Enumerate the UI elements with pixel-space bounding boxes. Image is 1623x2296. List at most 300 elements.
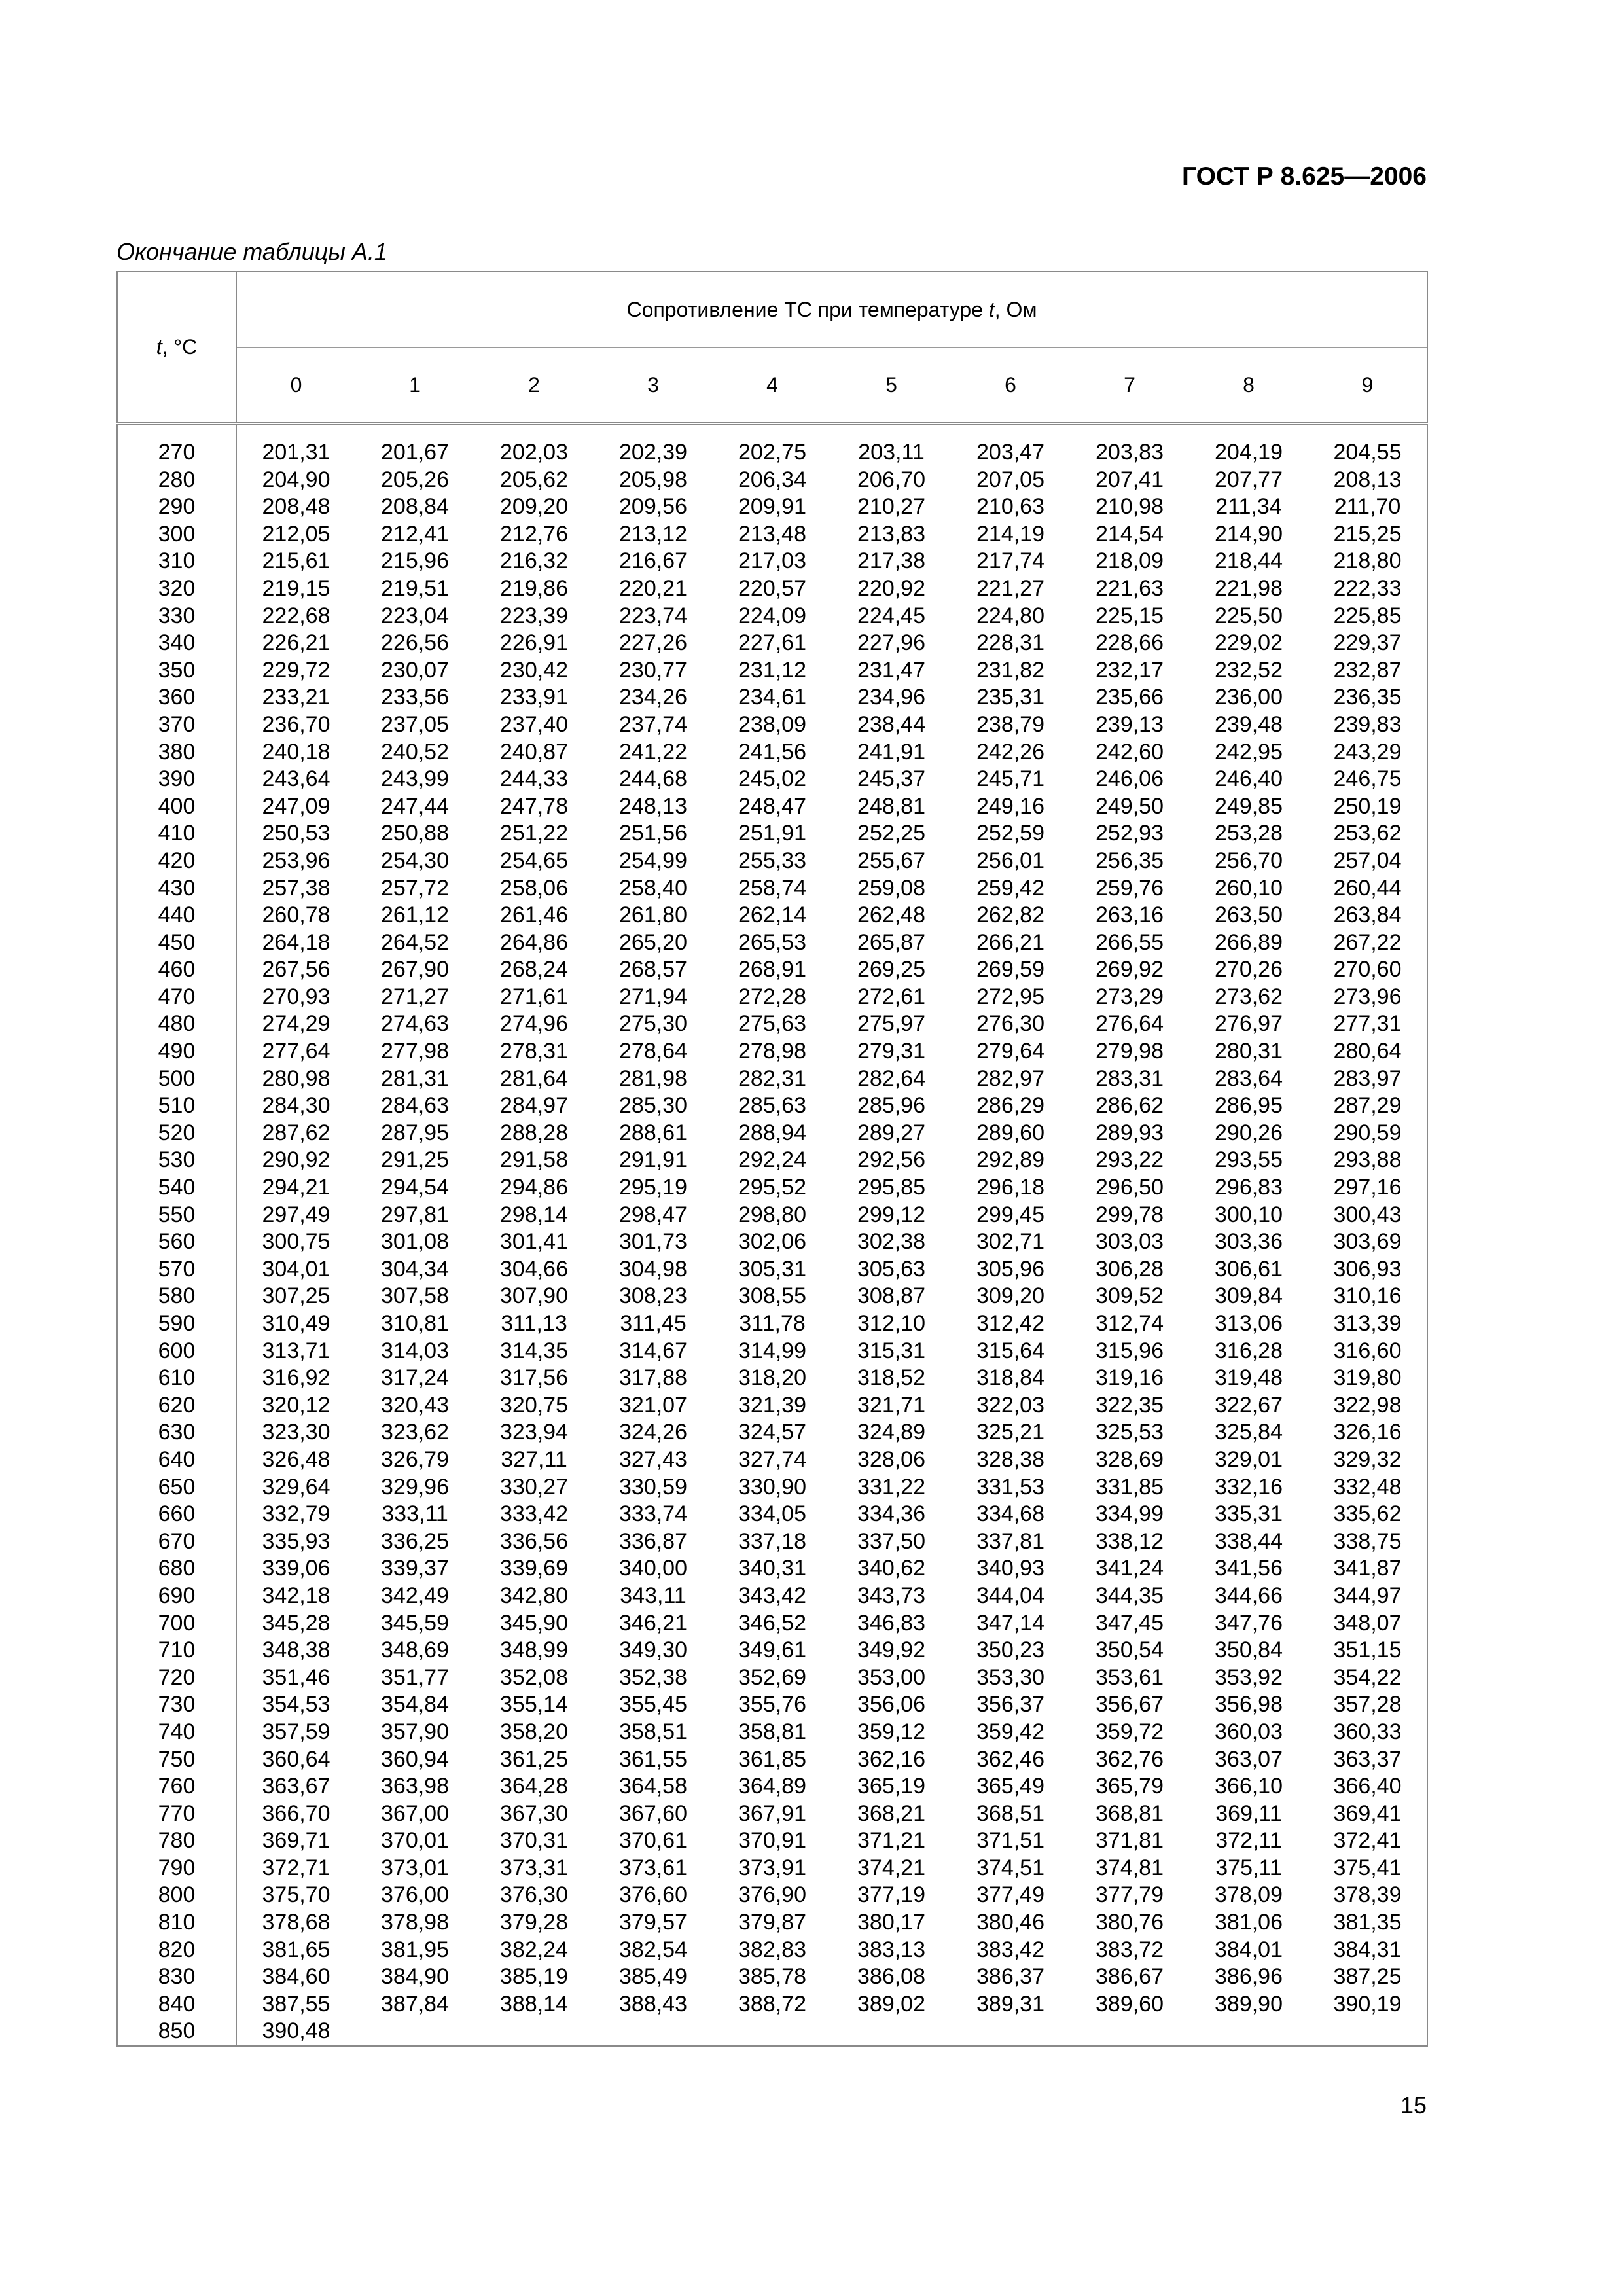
temperature-cell: 630 [117, 1419, 236, 1446]
table-row [117, 1555, 1427, 1583]
resistance-cell: 331,53 [976, 1474, 1044, 1499]
resistance-cell: 203,47 [976, 440, 1044, 465]
table-row [117, 1174, 1427, 1202]
resistance-cell: 242,60 [1096, 739, 1164, 764]
resistance-cell: 358,81 [738, 1719, 806, 1744]
resistance-cell: 388,14 [500, 1991, 568, 2017]
resistance-cell: 260,78 [262, 903, 330, 928]
resistance-cell: 372,71 [262, 1855, 330, 1880]
temperature-cell: 340 [117, 630, 236, 657]
resistance-cell: 380,17 [857, 1910, 925, 1935]
resistance-cell: 317,56 [500, 1365, 568, 1391]
temperature-cell: 830 [117, 1964, 236, 1991]
resistance-cell: 336,25 [381, 1528, 449, 1554]
table-row [117, 1937, 1427, 1964]
resistance-cell: 381,06 [1215, 1910, 1283, 1935]
resistance-cell: 279,64 [976, 1039, 1044, 1064]
resistance-cell: 216,67 [619, 548, 687, 574]
resistance-cell: 208,84 [381, 494, 449, 520]
resistance-cell: 345,59 [381, 1610, 449, 1636]
resistance-cell: 203,83 [1096, 440, 1164, 465]
resistance-cell: 319,80 [1308, 1365, 1427, 1392]
resistance-cell: 256,70 [1215, 848, 1283, 873]
resistance-cell: 346,83 [857, 1610, 925, 1636]
temperature-cell: 520 [117, 1120, 236, 1147]
resistance-cell: 301,08 [381, 1229, 449, 1255]
column-header-row [117, 348, 1427, 424]
table-body [117, 423, 1427, 2046]
resistance-cell: 363,67 [262, 1774, 330, 1799]
resistance-cell: 303,69 [1308, 1229, 1427, 1256]
resistance-cell: 349,92 [857, 1638, 925, 1663]
resistance-cell: 275,30 [619, 1011, 687, 1037]
resistance-cell: 240,87 [500, 739, 568, 764]
resistance-cell: 313,06 [1215, 1311, 1283, 1336]
resistance-cell: 210,63 [976, 494, 1044, 520]
resistance-cell: 236,00 [1215, 685, 1283, 710]
resistance-cell: 328,06 [857, 1446, 925, 1472]
resistance-cell: 312,74 [1096, 1311, 1164, 1336]
resistance-cell: 357,59 [262, 1719, 330, 1744]
resistance-cell: 333,42 [500, 1501, 568, 1527]
resistance-cell: 257,72 [381, 875, 449, 901]
temperature-cell: 770 [117, 1801, 236, 1828]
resistance-cell: 288,28 [500, 1120, 568, 1145]
resistance-cell: 313,39 [1308, 1310, 1427, 1338]
resistance-cell: 278,64 [619, 1039, 687, 1064]
resistance-cell: 356,37 [976, 1692, 1044, 1717]
temperature-cell: 500 [117, 1066, 236, 1093]
resistance-cell: 234,96 [857, 685, 925, 710]
resistance-cell: 300,75 [262, 1229, 330, 1255]
resistance-cell: 366,70 [262, 1801, 330, 1826]
resistance-cell: 310,49 [262, 1311, 330, 1336]
resistance-cell: 274,29 [262, 1011, 330, 1037]
resistance-cell: 342,18 [262, 1583, 330, 1608]
resistance-cell: 353,30 [976, 1664, 1044, 1690]
resistance-cell: 376,30 [500, 1882, 568, 1908]
resistance-cell [713, 2018, 832, 2046]
resistance-cell: 389,31 [976, 1991, 1044, 2017]
resistance-cell: 346,21 [619, 1610, 687, 1636]
resistance-cell: 366,10 [1215, 1774, 1283, 1799]
resistance-cell: 363,07 [1215, 1746, 1283, 1772]
resistance-cell: 264,86 [500, 929, 568, 955]
resistance-cell: 380,76 [1096, 1910, 1164, 1935]
resistance-cell: 329,64 [262, 1474, 330, 1499]
resistance-cell: 281,98 [619, 1066, 687, 1091]
table-caption: Окончание таблицы А.1 [116, 238, 387, 265]
resistance-header-post: , Ом [994, 297, 1037, 321]
resistance-cell: 230,42 [500, 657, 568, 683]
temperature-cell: 590 [117, 1310, 236, 1338]
resistance-cell: 383,42 [976, 1937, 1044, 1962]
resistance-cell: 247,78 [500, 793, 568, 819]
resistance-cell: 239,48 [1215, 711, 1283, 737]
resistance-cell: 296,18 [976, 1175, 1044, 1200]
resistance-cell: 353,92 [1215, 1664, 1283, 1690]
table-row [117, 739, 1427, 766]
resistance-cell: 367,30 [500, 1801, 568, 1826]
resistance-cell: 293,55 [1215, 1147, 1283, 1173]
resistance-cell: 243,99 [381, 766, 449, 792]
resistance-cell: 316,92 [262, 1365, 330, 1391]
resistance-cell: 230,07 [381, 657, 449, 683]
resistance-cell: 342,80 [500, 1583, 568, 1608]
resistance-cell: 387,55 [262, 1991, 330, 2017]
table-row [117, 1855, 1427, 1882]
resistance-cell: 232,17 [1096, 657, 1164, 683]
resistance-cell: 210,98 [1096, 494, 1164, 520]
resistance-cell: 261,46 [500, 903, 568, 928]
resistance-cell: 390,19 [1308, 1991, 1427, 2018]
temperature-cell: 290 [117, 493, 236, 521]
resistance-cell: 269,59 [976, 957, 1044, 982]
resistance-cell: 250,88 [381, 821, 449, 846]
resistance-cell: 251,91 [738, 821, 806, 846]
temperature-cell: 810 [117, 1909, 236, 1937]
resistance-cell: 280,98 [262, 1066, 330, 1091]
resistance-cell: 286,95 [1215, 1093, 1283, 1119]
resistance-cell: 229,72 [262, 657, 330, 683]
resistance-cell: 361,25 [500, 1746, 568, 1772]
resistance-cell: 307,58 [381, 1283, 449, 1309]
resistance-cell: 297,49 [262, 1202, 330, 1227]
resistance-cell: 362,16 [857, 1746, 925, 1772]
resistance-cell: 381,65 [262, 1937, 330, 1962]
resistance-cell: 384,90 [381, 1964, 449, 1990]
resistance-cell: 326,48 [262, 1446, 330, 1472]
resistance-cell: 279,31 [857, 1039, 925, 1064]
resistance-cell: 202,75 [738, 440, 806, 465]
resistance-cell: 348,07 [1308, 1610, 1427, 1638]
resistance-cell: 251,22 [500, 821, 568, 846]
temperature-cell: 460 [117, 956, 236, 984]
resistance-cell: 308,23 [619, 1283, 687, 1309]
resistance-cell: 217,03 [738, 548, 806, 574]
resistance-cell: 359,12 [857, 1719, 925, 1744]
resistance-cell: 369,71 [262, 1828, 330, 1854]
resistance-cell: 277,64 [262, 1039, 330, 1064]
resistance-cell: 270,26 [1215, 957, 1283, 982]
resistance-cell: 339,69 [500, 1556, 568, 1581]
resistance-cell: 355,76 [738, 1692, 806, 1717]
resistance-cell: 263,84 [1308, 902, 1427, 929]
resistance-cell: 285,96 [857, 1093, 925, 1119]
resistance-cell: 218,09 [1096, 548, 1164, 574]
resistance-cell: 381,35 [1308, 1909, 1427, 1937]
resistance-cell: 289,27 [857, 1120, 925, 1145]
resistance-cell: 253,28 [1215, 821, 1283, 846]
resistance-cell: 248,47 [738, 793, 806, 819]
resistance-cell: 208,48 [262, 494, 330, 520]
temperature-cell: 730 [117, 1691, 236, 1719]
resistance-cell: 367,00 [381, 1801, 449, 1826]
resistance-cell: 350,84 [1215, 1638, 1283, 1663]
resistance-cell: 238,44 [857, 711, 925, 737]
resistance-cell: 255,67 [857, 848, 925, 873]
resistance-cell: 283,31 [1096, 1066, 1164, 1091]
resistance-cell: 305,31 [738, 1256, 806, 1282]
resistance-cell: 289,93 [1096, 1120, 1164, 1145]
resistance-cell: 334,99 [1096, 1501, 1164, 1527]
resistance-cell: 337,18 [738, 1528, 806, 1554]
table-row [117, 630, 1427, 657]
resistance-cell [1070, 2018, 1189, 2046]
resistance-cell: 271,61 [500, 984, 568, 1009]
resistance-cell: 358,20 [500, 1719, 568, 1744]
resistance-cell: 284,30 [262, 1093, 330, 1119]
resistance-header-pre: Сопротивление ТС при температуре [626, 297, 989, 321]
resistance-cell: 369,11 [1215, 1801, 1282, 1826]
resistance-cell: 323,94 [500, 1420, 568, 1445]
resistance-cell: 373,31 [500, 1855, 568, 1880]
resistance-cell: 205,98 [619, 467, 687, 492]
resistance-cell: 350,54 [1096, 1638, 1164, 1663]
temperature-cell: 670 [117, 1528, 236, 1556]
table-row [117, 1746, 1427, 1774]
resistance-cell: 282,64 [857, 1066, 925, 1091]
resistance-cell: 347,45 [1096, 1610, 1164, 1636]
resistance-cell: 301,41 [500, 1229, 568, 1255]
temperature-cell: 540 [117, 1174, 236, 1202]
temperature-cell: 440 [117, 902, 236, 929]
temperature-cell: 370 [117, 711, 236, 739]
resistance-cell: 209,20 [500, 494, 568, 520]
document-code: ГОСТ Р 8.625—2006 [1182, 162, 1427, 190]
temperature-cell: 850 [117, 2018, 236, 2046]
resistance-cell: 215,25 [1308, 521, 1427, 548]
resistance-cell: 382,54 [619, 1937, 687, 1962]
resistance-cell: 316,60 [1308, 1338, 1427, 1365]
resistance-cell: 370,91 [738, 1828, 806, 1854]
resistance-cell: 286,29 [976, 1093, 1044, 1119]
table-row [117, 657, 1427, 685]
resistance-cell: 325,84 [1215, 1420, 1283, 1445]
resistance-cell: 239,83 [1308, 711, 1427, 739]
resistance-cell: 340,31 [738, 1556, 806, 1581]
resistance-cell: 336,87 [619, 1528, 687, 1554]
resistance-cell [355, 2018, 474, 2046]
resistance-cell: 267,22 [1308, 929, 1427, 957]
resistance-cell: 249,85 [1215, 793, 1283, 819]
resistance-cell: 379,57 [619, 1910, 687, 1935]
resistance-cell: 378,68 [262, 1910, 330, 1935]
resistance-cell: 259,42 [976, 875, 1044, 901]
resistance-cell: 285,63 [738, 1093, 806, 1119]
resistance-cell: 302,38 [857, 1229, 925, 1255]
resistance-cell: 223,39 [500, 603, 568, 628]
table-row [117, 711, 1427, 739]
resistance-cell: 213,48 [738, 521, 806, 547]
resistance-cell: 379,87 [738, 1910, 806, 1935]
resistance-cell: 205,26 [381, 467, 449, 492]
resistance-cell: 343,73 [857, 1583, 925, 1608]
resistance-cell: 302,71 [976, 1229, 1044, 1255]
resistance-cell: 340,62 [857, 1556, 925, 1581]
resistance-cell: 273,96 [1308, 984, 1427, 1011]
resistance-cell: 309,52 [1096, 1283, 1164, 1309]
resistance-cell: 295,52 [738, 1175, 806, 1200]
resistance-cell: 250,53 [262, 821, 330, 846]
resistance-cell: 262,82 [976, 903, 1044, 928]
temperature-cell: 700 [117, 1610, 236, 1638]
temperature-cell: 690 [117, 1583, 236, 1610]
resistance-cell: 280,31 [1215, 1039, 1283, 1064]
resistance-cell: 251,56 [619, 821, 687, 846]
resistance-cell: 284,97 [500, 1093, 568, 1119]
resistance-cell: 367,91 [738, 1801, 806, 1826]
resistance-cell: 286,62 [1096, 1093, 1164, 1119]
resistance-cell: 265,20 [619, 929, 687, 955]
resistance-cell: 220,92 [857, 575, 925, 601]
resistance-cell: 303,36 [1215, 1229, 1283, 1255]
resistance-cell: 360,94 [381, 1746, 449, 1772]
resistance-cell: 245,37 [857, 766, 925, 792]
resistance-cell: 296,50 [1096, 1175, 1164, 1200]
resistance-cell: 306,28 [1096, 1256, 1164, 1282]
resistance-cell: 343,11 [620, 1583, 687, 1608]
resistance-cell: 309,84 [1215, 1283, 1283, 1309]
table-row [117, 467, 1427, 494]
resistance-cell [1308, 2018, 1427, 2046]
resistance-cell: 300,10 [1215, 1202, 1283, 1227]
resistance-cell: 258,74 [738, 875, 806, 901]
resistance-cell: 221,27 [976, 575, 1044, 601]
resistance-cell: 358,51 [619, 1719, 687, 1744]
resistance-cell: 314,35 [500, 1338, 568, 1363]
resistance-cell: 224,80 [976, 603, 1044, 628]
resistance-cell: 235,66 [1096, 685, 1164, 710]
resistance-cell: 351,15 [1308, 1637, 1427, 1664]
resistance-cell: 241,22 [619, 739, 687, 764]
table-row [117, 875, 1427, 903]
resistance-cell: 214,90 [1215, 521, 1283, 547]
resistance-cell: 227,26 [619, 630, 687, 656]
resistance-cell: 238,79 [976, 711, 1044, 737]
resistance-cell: 255,33 [738, 848, 806, 873]
temperature-cell: 390 [117, 766, 236, 793]
resistance-cell: 239,13 [1096, 711, 1164, 737]
resistance-cell: 301,73 [619, 1229, 687, 1255]
resistance-cell: 328,38 [976, 1446, 1044, 1472]
resistance-cell: 386,37 [976, 1964, 1044, 1990]
resistance-cell: 304,34 [381, 1256, 449, 1282]
resistance-cell: 201,67 [381, 440, 449, 465]
resistance-cell: 320,12 [262, 1392, 330, 1418]
resistance-cell: 292,89 [976, 1147, 1044, 1173]
resistance-cell: 203,11 [858, 440, 925, 465]
resistance-cell: 272,61 [857, 984, 925, 1009]
resistance-cell: 223,04 [381, 603, 449, 628]
resistance-cell: 347,76 [1215, 1610, 1283, 1636]
resistance-cell: 202,39 [619, 440, 687, 465]
resistance-cell: 281,64 [500, 1066, 568, 1091]
temperature-cell: 320 [117, 575, 236, 603]
resistance-cell: 294,21 [262, 1175, 330, 1200]
resistance-cell: 274,96 [500, 1011, 568, 1037]
table-row [117, 1256, 1427, 1283]
resistance-cell: 268,57 [619, 957, 687, 982]
temperature-cell: 550 [117, 1202, 236, 1229]
resistance-cell: 364,28 [500, 1774, 568, 1799]
resistance-cell: 245,71 [976, 766, 1044, 792]
resistance-cell: 261,80 [619, 903, 687, 928]
resistance-cell: 311,45 [620, 1311, 687, 1336]
resistance-cell: 246,06 [1096, 766, 1164, 792]
resistance-cell: 382,83 [738, 1937, 806, 1962]
resistance-cell: 211,34 [1215, 494, 1282, 520]
resistance-cell: 275,97 [857, 1011, 925, 1037]
resistance-cell: 371,51 [976, 1828, 1044, 1854]
temperature-cell: 410 [117, 820, 236, 848]
resistance-cell: 260,10 [1215, 875, 1283, 901]
temperature-cell: 380 [117, 739, 236, 766]
resistance-cell: 387,84 [381, 1991, 449, 2017]
resistance-cell: 303,03 [1096, 1229, 1164, 1255]
resistance-cell: 325,21 [976, 1420, 1044, 1445]
resistance-cell: 258,40 [619, 875, 687, 901]
resistance-cell: 333,74 [619, 1501, 687, 1527]
resistance-cell: 343,42 [738, 1583, 806, 1608]
resistance-cell: 304,66 [500, 1256, 568, 1282]
resistance-cell: 266,21 [976, 929, 1044, 955]
resistance-cell: 321,71 [857, 1392, 925, 1418]
resistance-cell: 294,86 [500, 1175, 568, 1200]
temperature-cell: 450 [117, 929, 236, 957]
resistance-cell: 229,37 [1308, 630, 1427, 657]
resistance-cell: 234,26 [619, 685, 687, 710]
table-row [117, 1283, 1427, 1310]
resistance-cell: 317,24 [381, 1365, 449, 1391]
resistance-cell: 298,14 [500, 1202, 568, 1227]
resistance-cell: 324,26 [619, 1420, 687, 1445]
resistance-cell: 305,96 [976, 1256, 1044, 1282]
table-row [117, 766, 1427, 793]
resistance-cell: 229,02 [1215, 630, 1283, 656]
resistance-cell: 242,26 [976, 739, 1044, 764]
temperature-cell: 840 [117, 1991, 236, 2018]
resistance-cell: 238,09 [738, 711, 806, 737]
resistance-cell: 284,63 [381, 1093, 449, 1119]
resistance-cell: 264,52 [381, 929, 449, 955]
resistance-cell: 361,55 [619, 1746, 687, 1772]
resistance-cell: 334,68 [976, 1501, 1044, 1527]
table-row [117, 1637, 1427, 1664]
resistance-cell: 357,28 [1308, 1691, 1427, 1719]
resistance-cell: 290,26 [1215, 1120, 1283, 1145]
resistance-cell: 376,60 [619, 1882, 687, 1908]
resistance-cell: 226,91 [500, 630, 568, 656]
resistance-cell: 319,48 [1215, 1365, 1283, 1391]
resistance-cell: 321,07 [619, 1392, 687, 1418]
resistance-cell: 219,86 [500, 575, 568, 601]
resistance-cell: 283,64 [1215, 1066, 1283, 1091]
resistance-cell: 365,19 [857, 1774, 925, 1799]
resistance-cell [594, 2018, 713, 2046]
table-row [117, 984, 1427, 1011]
resistance-cell: 260,44 [1308, 875, 1427, 903]
resistance-cell: 285,30 [619, 1093, 687, 1119]
resistance-cell: 360,64 [262, 1746, 330, 1772]
resistance-cell: 212,76 [500, 521, 568, 547]
resistance-cell [474, 2018, 594, 2046]
resistance-cell: 338,44 [1215, 1528, 1283, 1554]
resistance-cell: 359,42 [976, 1719, 1044, 1744]
table-row [117, 820, 1427, 848]
resistance-cell: 265,87 [857, 929, 925, 955]
resistance-cell: 266,89 [1215, 929, 1283, 955]
